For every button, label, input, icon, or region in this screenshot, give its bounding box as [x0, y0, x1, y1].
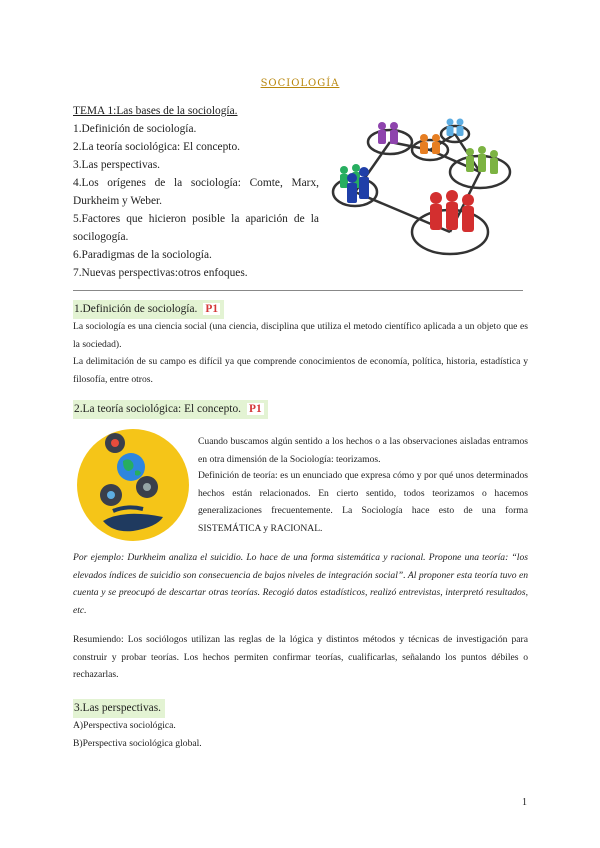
toc-item: 6.Paradigmas de la sociología. [73, 249, 212, 261]
toc-item: 4.Los orígenes de la sociología: Comte, Marx, Durkheim y Weber. [73, 177, 319, 207]
divider [73, 290, 523, 291]
toc-heading: TEMA 1:Las bases de la sociología. [73, 105, 238, 117]
social-network-illustration [330, 112, 530, 262]
paragraph: La sociología es una ciencia social (una ciencia, disciplina que utiliza el metodo científico aplicada a un objeto que es la sociedad). [73, 321, 528, 350]
paragraph: Definición de teoría: es un enunciado que expresa cómo y por qué unos determinados hechos están relacionados. En cierto sentido, todos teorizamos o hacemos generalizaciones frecuentemente. La Sociología hace esto de una forma SISTEMÁTICA y RACIONAL. [198, 470, 528, 534]
toc-item: 5.Factores que hicieron posible la aparición de la socilogogía. [73, 213, 319, 243]
paragraph: Cuando buscamos algún sentido a los hechos o a las observaciones aisladas entramos en otra dimensión de la Sociología: teorizamos. [198, 436, 528, 465]
priority-tag: P1 [205, 303, 219, 315]
section-heading-text: 1.Definición de sociología. [74, 303, 198, 315]
page-title: sociología [260, 74, 340, 90]
page-number: 1 [522, 797, 527, 808]
example-paragraph: Por ejemplo: Durkheim analiza el suicidio. Lo hace de una forma sistemática y racional. Propone una teoría: “los elevados índices de suicidio son consecuencia de bajos niveles de integración social”. Al proponer esta teoría tuvo en cuenta y se preocupó de descartar otras teorías. Recogió datos estadísticos, realizó entrevistas, interpretó resultados, etc. [73, 552, 528, 616]
section-heading-definicion [73, 300, 224, 319]
section-heading-text: 2.La teoría sociológica: El concepto. [74, 403, 241, 415]
list-item: B)Perspectiva sociológica global. [73, 738, 202, 749]
section-heading-text: 3.Las perspectivas. [74, 702, 161, 714]
list-item: A)Perspectiva sociológica. [73, 720, 176, 731]
section-heading-teoria [73, 400, 268, 419]
summary-paragraph: Resumiendo: Los sociólogos utilizan las reglas de la lógica y distintos métodos y técnicas de investigación para construir y probar teorías. Los hechos permiten confirmar teorías, cualificarlas, señalando los puntos débiles o rechazarlas. [73, 634, 528, 680]
gears-globe-illustration [73, 425, 193, 545]
table-of-contents [73, 102, 319, 282]
toc-item: 7.Nuevas perspectivas:otros enfoques. [73, 267, 248, 279]
section-heading-perspectivas [73, 699, 165, 718]
toc-item: 3.Las perspectivas. [73, 159, 160, 171]
paragraph: La delimitación de su campo es difícil ya que comprende conocimientos de economía, política, historia, estadística y filosofía, entre otros. [73, 356, 528, 385]
toc-item: 2.La teoría sociológica: El concepto. [73, 141, 240, 153]
priority-tag: P1 [249, 403, 262, 415]
toc-item: 1.Definición de sociología. [73, 123, 197, 135]
